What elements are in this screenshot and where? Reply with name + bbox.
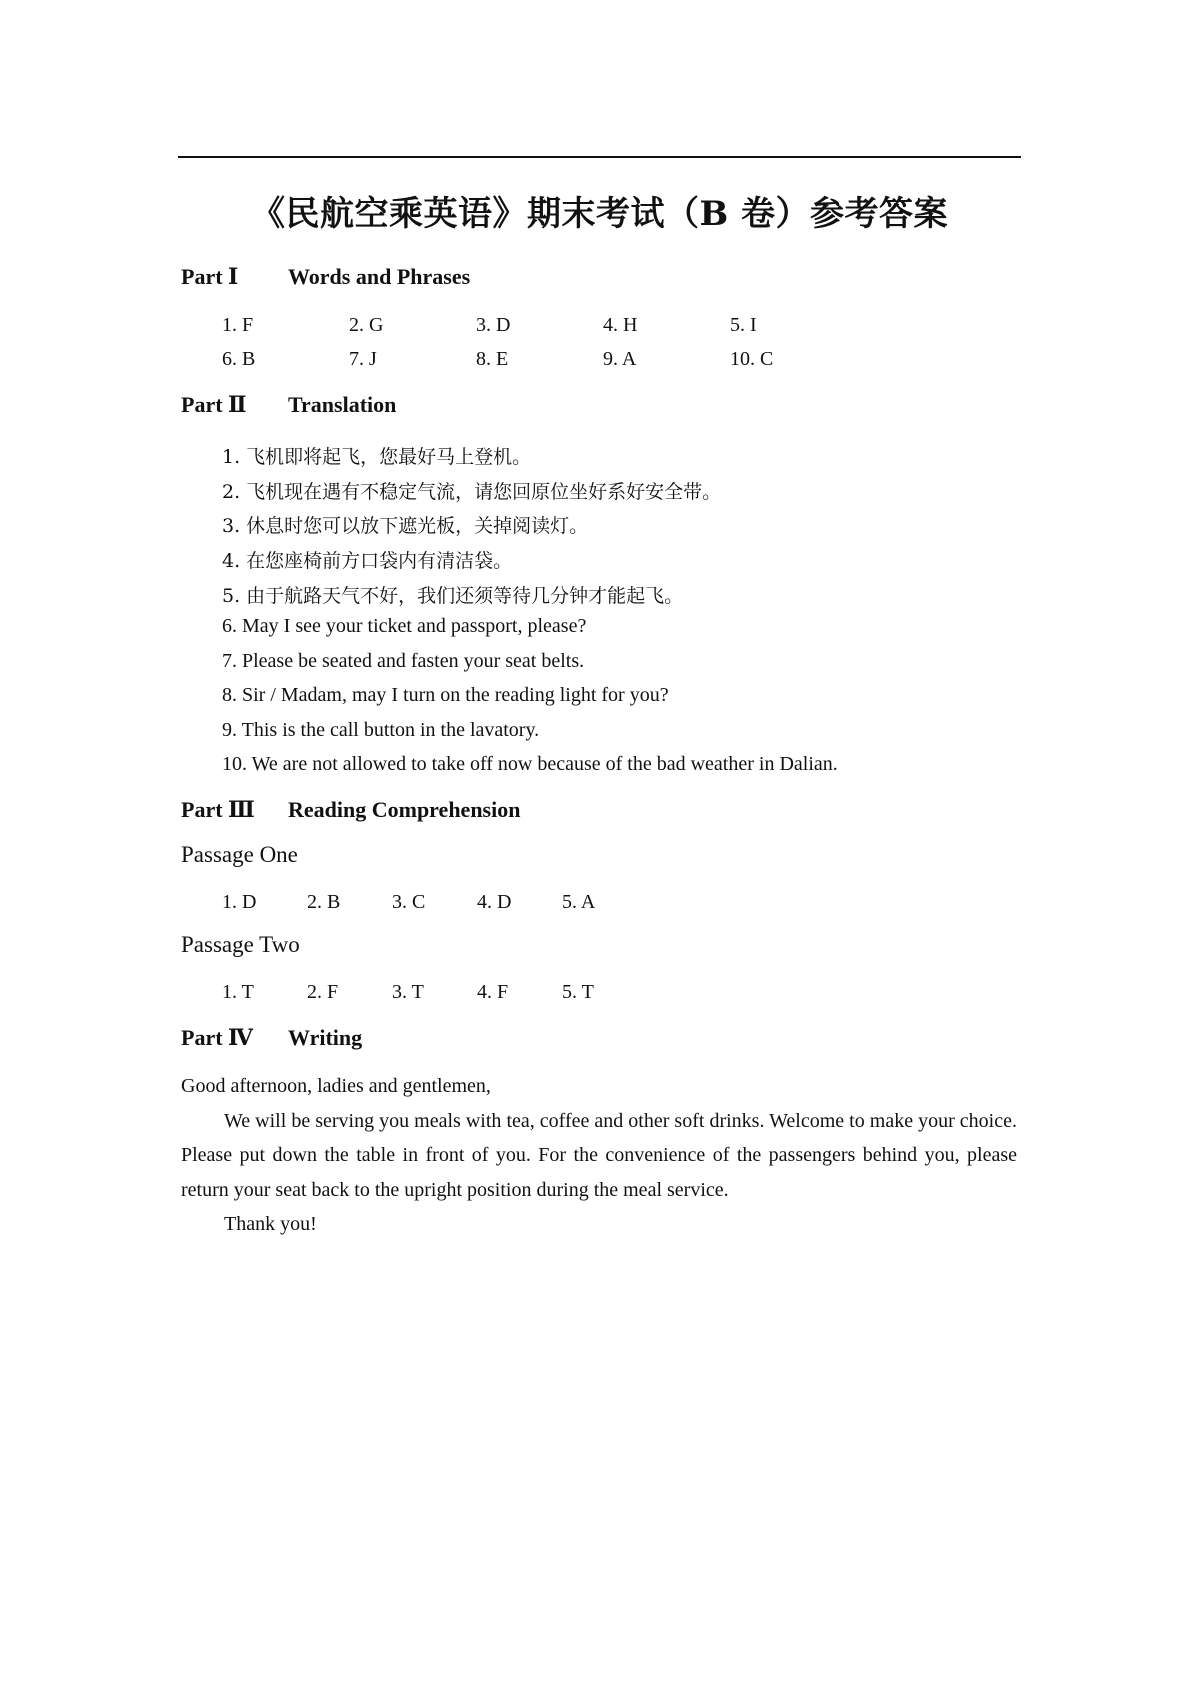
- answer-item: 2. B: [307, 891, 341, 913]
- part4-title: Writing: [288, 1025, 363, 1050]
- answer-item: 10. C: [730, 348, 774, 370]
- translation-item: 7. Please be seated and fasten your seat belts.: [222, 650, 585, 672]
- answer-item: 1. T: [222, 981, 254, 1003]
- answer-item: 8. E: [476, 348, 509, 370]
- part2-number: Part Ⅱ: [181, 392, 247, 417]
- translation-item: 9. This is the call button in the lavatory.: [222, 719, 540, 741]
- part1-title: Words and Phrases: [288, 264, 471, 289]
- page-title: 《民航空乘英语》期末考试（B 卷）参考答案: [250, 194, 949, 234]
- answer-item: 2. F: [307, 981, 339, 1003]
- answer-item: 3. C: [392, 891, 426, 913]
- answer-item: 1. D: [222, 891, 257, 913]
- answer-item: 4. F: [477, 981, 509, 1003]
- part3-title: Reading Comprehension: [288, 797, 521, 822]
- part1-answers-row-1: [222, 314, 857, 337]
- part1-number: Part Ⅰ: [181, 264, 239, 289]
- part4-number: Part Ⅳ: [181, 1025, 253, 1050]
- part4-heading: [181, 1025, 362, 1051]
- translation-item: 10. We are not allowed to take off now because of the bad weather in Dalian.: [222, 753, 838, 775]
- answer-item: 5. I: [730, 314, 757, 336]
- answer-item: 7. J: [349, 348, 377, 370]
- writing-greeting: Good afternoon, ladies and gentlemen,: [181, 1075, 491, 1097]
- answer-item: 5. T: [562, 981, 594, 1003]
- translation-item: 1. 飞机即将起飞，您最好马上登机。: [222, 446, 532, 468]
- passage-two-answers: [222, 981, 647, 1004]
- part2-title: Translation: [288, 392, 397, 417]
- part3-heading: [181, 797, 520, 823]
- part3-number: Part Ⅲ: [181, 797, 255, 822]
- translation-item: 8. Sir / Madam, may I turn on the reading light for you?: [222, 684, 669, 706]
- answer-item: 6. B: [222, 348, 256, 370]
- answer-item: 1. F: [222, 314, 254, 336]
- header-rule: [178, 156, 1021, 158]
- passage-two-label: Passage Two: [181, 932, 300, 957]
- answer-item: 5. A: [562, 891, 596, 913]
- answer-item: 3. T: [392, 981, 424, 1003]
- part1-heading: [181, 264, 470, 290]
- answer-item: 2. G: [349, 314, 384, 336]
- answer-item: 4. D: [477, 891, 512, 913]
- passage-one-answers: [222, 891, 647, 914]
- writing-answer: [181, 1069, 1017, 1242]
- part2-heading: [181, 392, 396, 418]
- translation-item: 5. 由于航路天气不好，我们还须等待几分钟才能起飞。: [222, 585, 684, 607]
- answer-item: 3. D: [476, 314, 511, 336]
- passage-one-label: Passage One: [181, 842, 298, 867]
- writing-body: We will be serving you meals with tea, coffee and other soft drinks. Welcome to make your choice. Please put down the table in front of you. For the convenience of the passengers behind you, please return your seat back to the upright position during the meal service.: [181, 1109, 1017, 1201]
- translation-item: 2. 飞机现在遇有不稳定气流，请您回原位坐好系好安全带。: [222, 481, 722, 503]
- answer-item: 4. H: [603, 314, 638, 336]
- answer-item: 9. A: [603, 348, 637, 370]
- translation-item: 4. 在您座椅前方口袋内有清洁袋。: [222, 550, 513, 572]
- part1-answers-row-2: [222, 348, 857, 371]
- translation-item: 6. May I see your ticket and passport, please?: [222, 615, 587, 637]
- writing-closing: Thank you!: [224, 1213, 317, 1235]
- translation-item: 3. 休息时您可以放下遮光板，关掉阅读灯。: [222, 515, 589, 537]
